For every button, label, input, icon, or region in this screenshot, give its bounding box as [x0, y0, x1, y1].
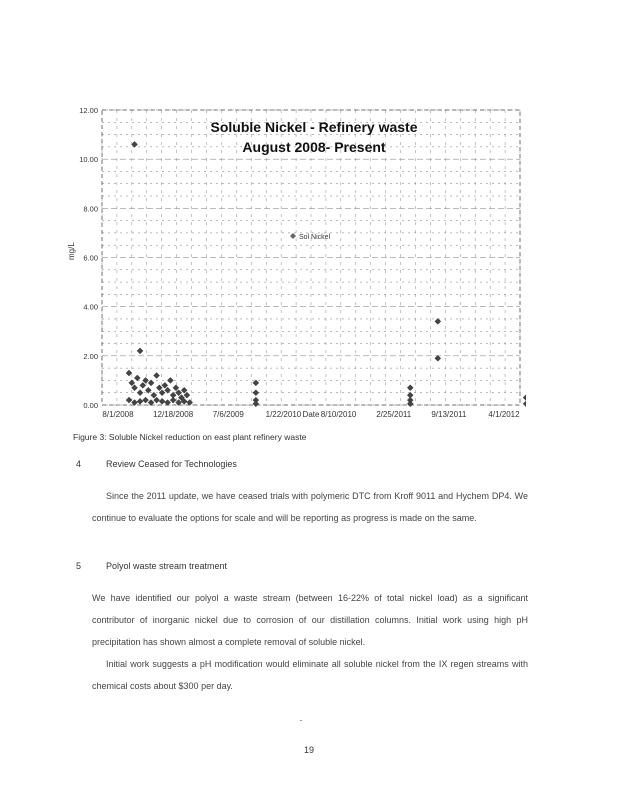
- data-point: [132, 385, 138, 391]
- data-point: [140, 382, 146, 388]
- paragraph-text: We have identified our polyol a waste stream (between 16-22% of total nickel load) as a significant contributor of inorganic nickel due to corrosion of our distillation columns. Initial work using high pH precipitation has shown almost a complete removal of soluble nickel.: [92, 593, 528, 647]
- data-point: [137, 348, 143, 354]
- data-point: [137, 390, 143, 396]
- data-point: [407, 401, 413, 407]
- section-number: 4: [76, 459, 82, 469]
- x-tick-label: 4/1/2012: [488, 410, 520, 419]
- y-axis-label: mg/L: [67, 242, 76, 260]
- data-point: [154, 397, 160, 403]
- chart-svg: [64, 100, 526, 430]
- x-tick-label: 2/25/2011: [376, 410, 412, 419]
- data-point: [173, 385, 179, 391]
- x-tick-label: 8/1/2008: [102, 410, 134, 419]
- section-number: 5: [76, 561, 82, 571]
- y-tick-label: 8.00: [83, 204, 98, 214]
- chart-subtitle: August 2008- Present: [242, 139, 386, 155]
- data-point: [126, 397, 132, 403]
- data-point: [523, 401, 526, 407]
- page-number: 19: [303, 745, 314, 755]
- section-5-paragraph-2: [92, 653, 528, 697]
- y-tick-label: 12.00: [79, 106, 98, 115]
- y-tick-label: 4.00: [83, 302, 98, 312]
- data-point: [181, 387, 187, 393]
- y-tick-label: 6.00: [83, 253, 98, 263]
- y-tick-label: 2.00: [83, 351, 98, 361]
- data-point: [184, 392, 190, 398]
- section-title: Polyol waste stream treatment: [106, 561, 228, 571]
- section-4-paragraph: [92, 485, 528, 529]
- data-point: [134, 375, 140, 381]
- data-point: [162, 382, 168, 388]
- data-point: [143, 397, 149, 403]
- x-tick-labels: [102, 410, 520, 419]
- data-point: [253, 401, 259, 407]
- page-mark: [300, 720, 302, 721]
- x-tick-label: 9/13/2011: [431, 410, 467, 419]
- legend-label: Sol Nickel: [299, 234, 331, 241]
- y-tick-label: 0.00: [83, 401, 98, 410]
- data-point: [145, 387, 151, 393]
- data-point: [253, 380, 259, 386]
- soluble-nickel-chart: [64, 100, 526, 430]
- data-point: [407, 385, 413, 391]
- legend-marker: [290, 233, 296, 239]
- data-point: [165, 387, 171, 393]
- x-tick-label: 7/6/2009: [212, 410, 244, 419]
- data-point: [170, 397, 176, 403]
- section-5-paragraph-1: [92, 587, 528, 653]
- x-tick-label: 1/22/2010: [265, 410, 302, 419]
- data-point: [129, 380, 135, 386]
- data-point: [159, 390, 165, 396]
- data-point: [253, 390, 259, 396]
- data-point: [126, 370, 132, 376]
- data-point: [523, 395, 526, 401]
- data-point: [148, 380, 154, 386]
- x-tick-label: 12/18/2008: [153, 410, 194, 419]
- y-tick-label: 10.00: [79, 155, 98, 165]
- figure-caption: Figure 3: Soluble Nickel reduction on east plant refinery waste: [73, 432, 307, 442]
- data-point: [156, 385, 162, 391]
- paragraph-text: Initial work suggests a pH modification would eliminate all soluble nickel from the IX regen streams with chemical costs about $300 per day.: [92, 659, 528, 691]
- data-point: [435, 318, 441, 324]
- x-axis-label: Date: [302, 410, 320, 419]
- data-point: [137, 398, 143, 404]
- data-point: [154, 373, 160, 379]
- data-point: [132, 141, 138, 147]
- x-tick-label: 8/10/2010: [320, 410, 357, 419]
- data-point: [159, 398, 165, 404]
- data-point: [143, 377, 149, 383]
- chart-title: Soluble Nickel - Refinery waste: [210, 119, 418, 135]
- data-point: [435, 355, 441, 361]
- paragraph-text: Since the 2011 update, we have ceased trials with polymeric DTC from Kroff 9011 and Hychem DP4. We continue to evaluate the options for scale and will be reporting as progress is made on the same.: [92, 491, 528, 523]
- data-point: [167, 377, 173, 383]
- section-title: Review Ceased for Technologies: [106, 459, 237, 469]
- data-point: [151, 392, 157, 398]
- y-tick-labels: [79, 106, 98, 410]
